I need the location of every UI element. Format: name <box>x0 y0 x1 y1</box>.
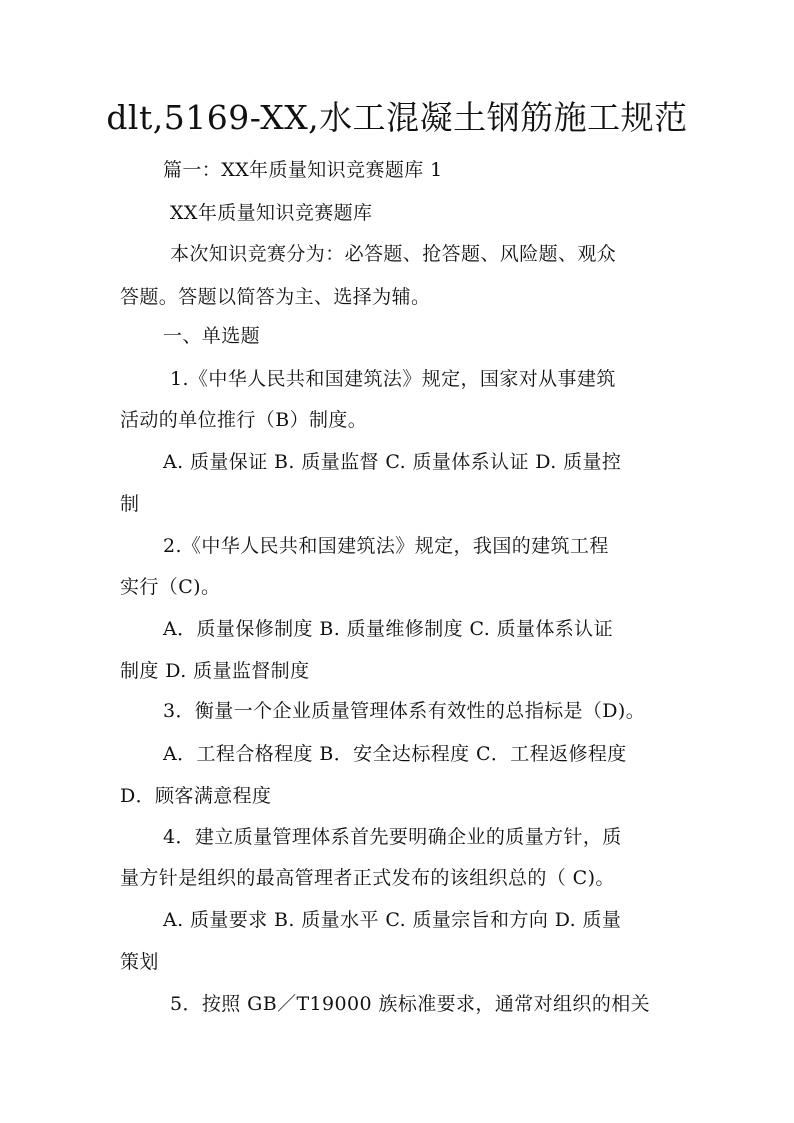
question-line: 5．按照 GB／T19000 族标准要求，通常对组织的相关 <box>170 993 651 1015</box>
options-line: D．顾客满意程度 <box>120 785 272 807</box>
question-line: 实行（C)。 <box>120 576 221 598</box>
question-line: 量方针是组织的最高管理者正式发布的该组织总的（ C)。 <box>120 867 615 889</box>
options-line: A. 质量保证 B. 质量监督 C. 质量体系认证 D. 质量控 <box>163 451 622 473</box>
options-line: A．工程合格程度 B．安全达标程度 C．工程返修程度 <box>163 743 627 765</box>
options-line: 制度 D. 质量监督制度 <box>120 660 310 682</box>
options-line: 策划 <box>120 951 159 973</box>
paragraph-line: 答题。答题以简答为主、选择为辅。 <box>120 286 431 308</box>
question-line: 3．衡量一个企业质量管理体系有效性的总指标是（D)。 <box>163 700 646 722</box>
document-title: dlt,5169-XX,水工混凝土钢筋施工规范 <box>106 98 688 137</box>
subheading: XX年质量知识竞赛题库 <box>170 202 373 224</box>
question-line: 4．建立质量管理体系首先要明确企业的质量方针，质 <box>163 826 622 848</box>
section-heading: 篇一：XX年质量知识竞赛题库 1 <box>163 159 443 181</box>
part-heading: 一、单选题 <box>163 325 261 347</box>
question-line: 1.《中华人民共和国建筑法》规定，国家对从事建筑 <box>170 368 616 390</box>
question-line: 活动的单位推行（B）制度。 <box>120 409 368 431</box>
options-line: A. 质量要求 B. 质量水平 C. 质量宗旨和方向 D. 质量 <box>163 909 622 931</box>
options-line: 制 <box>120 493 140 515</box>
paragraph-line: 本次知识竞赛分为：必答题、抢答题、风险题、观众 <box>170 243 617 265</box>
options-line: A．质量保修制度 B. 质量维修制度 C. 质量体系认证 <box>163 618 613 640</box>
question-line: 2.《中华人民共和国建筑法》规定，我国的建筑工程 <box>163 535 609 557</box>
